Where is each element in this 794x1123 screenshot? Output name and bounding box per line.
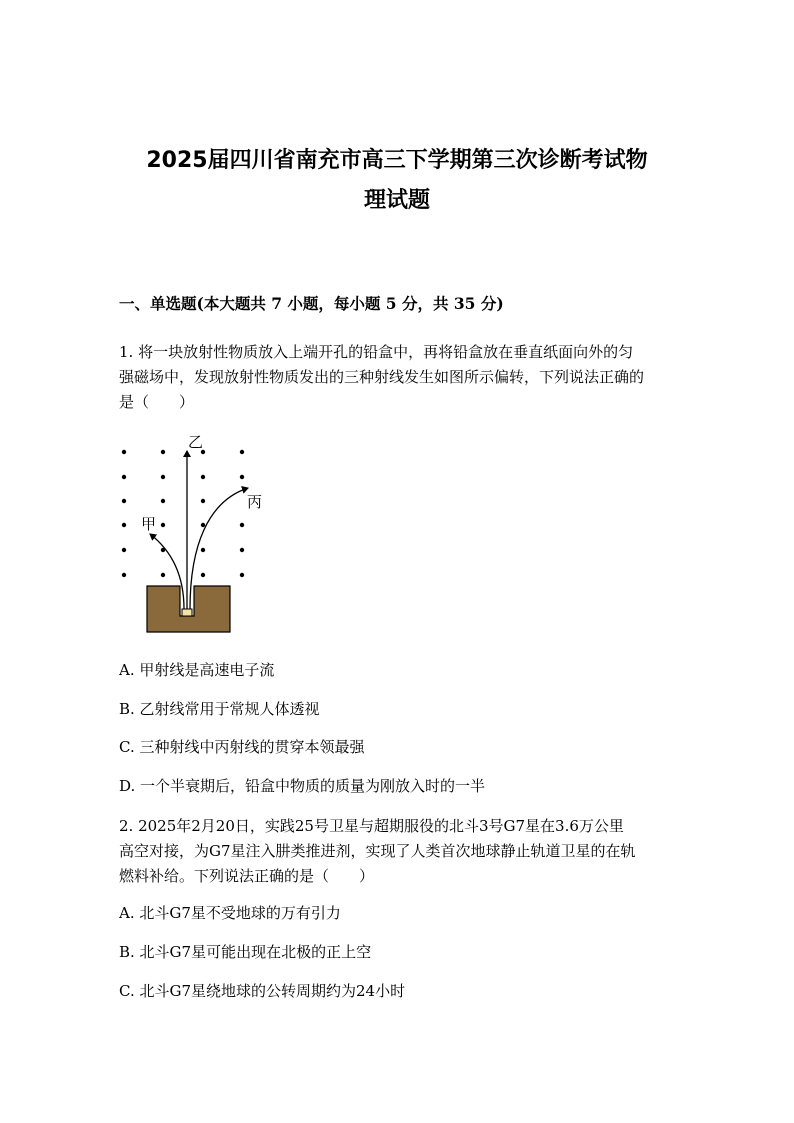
radiation-deflection-diagram: [110, 426, 280, 636]
label-yi: 乙: [188, 433, 204, 451]
section-heading: 一、单选题(本大题共 7 小题，每小题 5 分，共 35 分): [119, 294, 504, 313]
question-1-option-d[interactable]: D. 一个半衰期后，铅盒中物质的质量为刚放入时的一半: [119, 777, 486, 795]
question-2-stem-line: 2. 2025年2月20日，实践25号卫星与超期服役的北斗3号G7星在3.6万公里: [119, 817, 624, 835]
question-1-stem-line: 强磁场中，发现放射性物质发出的三种射线发生如图所示偏转，下列说法正确的: [119, 368, 645, 386]
question-2-option-c[interactable]: C. 北斗G7星绕地球的公转周期约为24小时: [119, 982, 406, 1000]
magnetic-field-dots: [122, 450, 244, 577]
radiation-deflection-figure: [110, 426, 280, 636]
question-2-option-a[interactable]: A. 北斗G7星不受地球的万有引力: [119, 904, 341, 922]
question-1-option-a[interactable]: A. 甲射线是高速电子流: [119, 661, 275, 679]
question-2-stem: [119, 814, 679, 889]
title-line-1: 2025届四川省南充市高三下学期第三次诊断考试物: [146, 148, 648, 173]
question-1-option-b[interactable]: B. 乙射线常用于常规人体透视: [119, 700, 320, 718]
question-2-stem-line: 燃料补给。下列说法正确的是（ ）: [119, 867, 375, 885]
question-1-stem-line: 是（ ）: [119, 393, 195, 411]
question-1-stem: [119, 340, 679, 415]
question-1-option-c[interactable]: C. 三种射线中丙射线的贯穿本领最强: [119, 738, 365, 756]
title-line-2: 理试题: [363, 188, 430, 213]
question-2-option-b[interactable]: B. 北斗G7星可能出现在北极的正上空: [119, 943, 372, 961]
page-title: [100, 141, 694, 221]
radioactive-source: [182, 609, 192, 616]
question-2-stem-line: 高空对接，为G7星注入肼类推进剂，实现了人类首次地球静止轨道卫星的在轨: [119, 842, 636, 860]
question-1-stem-line: 1. 将一块放射性物质放入上端开孔的铅盒中，再将铅盒放在垂直纸面向外的匀: [119, 343, 634, 361]
label-jia: 甲: [141, 515, 157, 533]
label-bing: 丙: [247, 493, 263, 511]
